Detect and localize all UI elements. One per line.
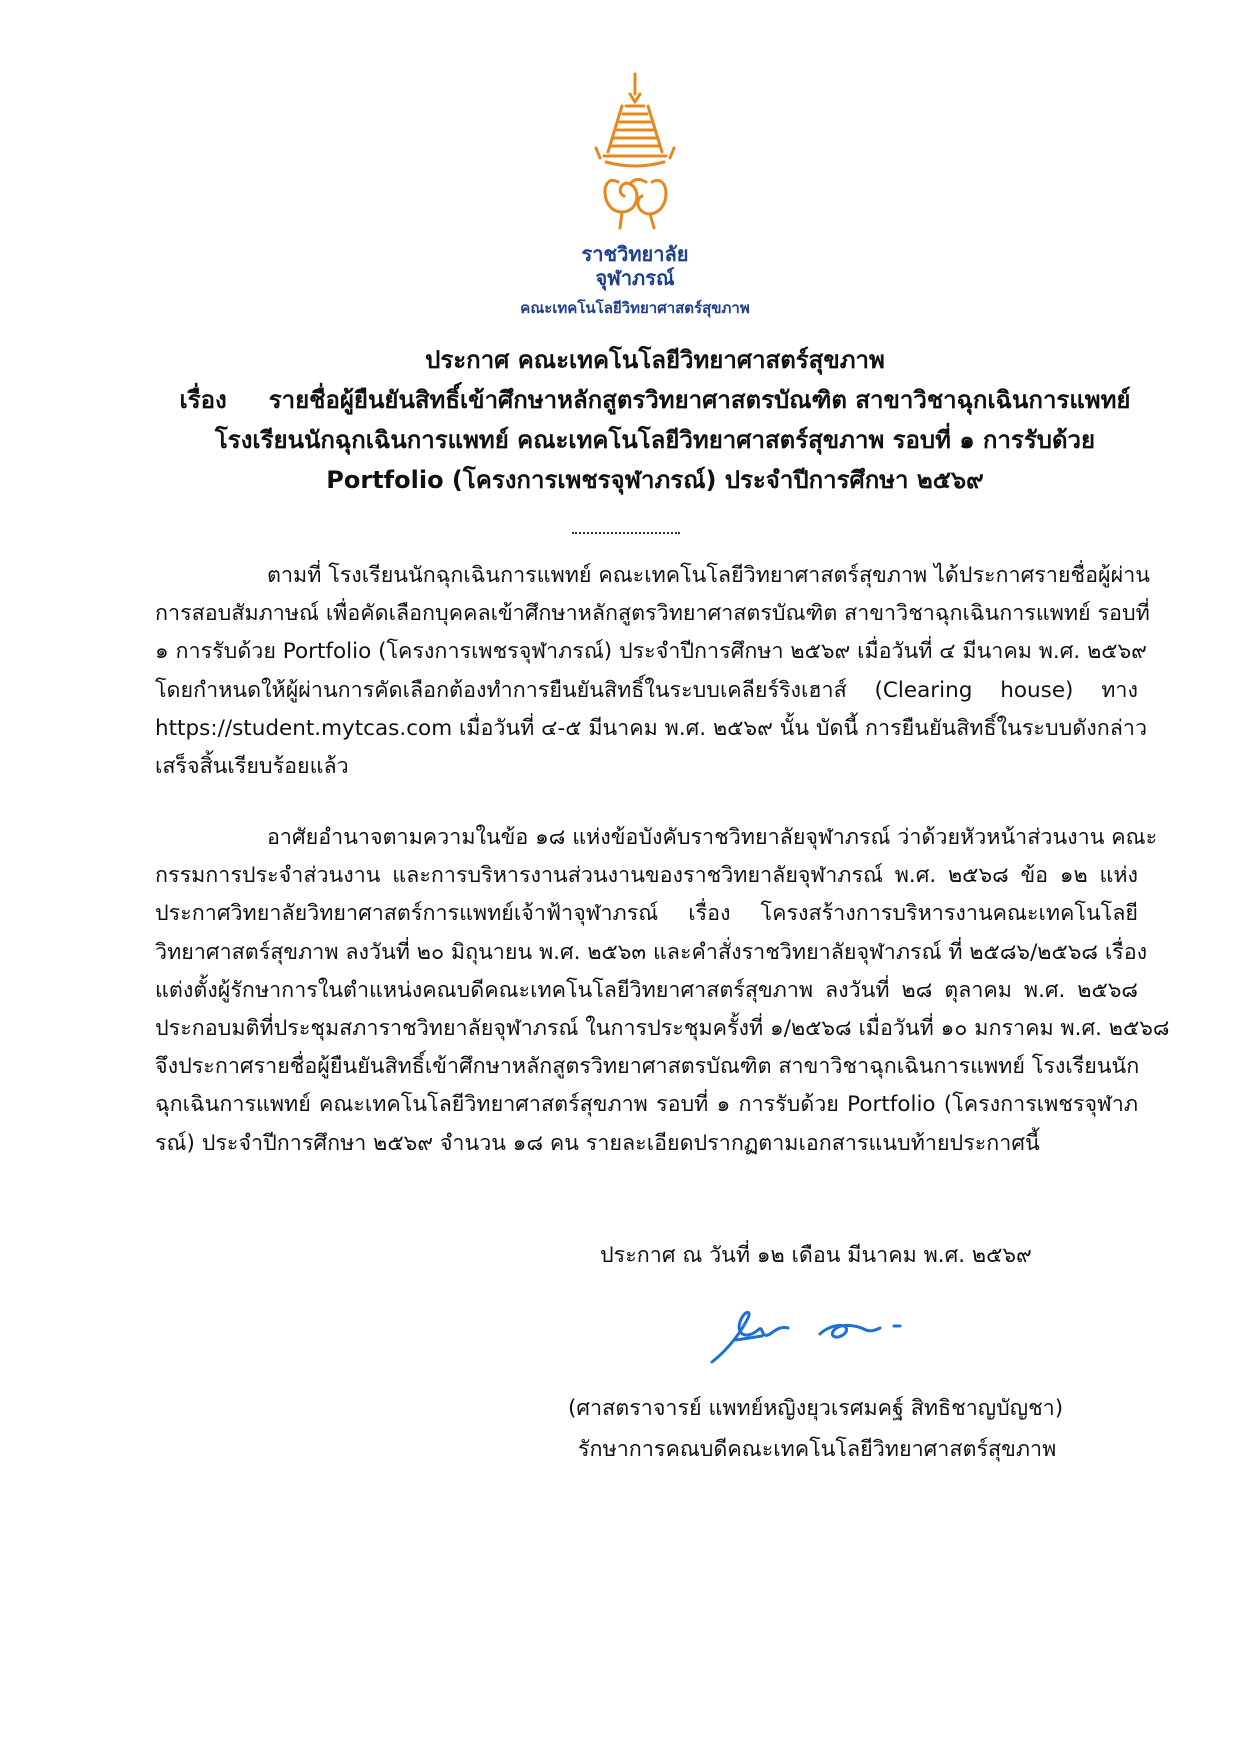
paragraph-2 (155, 819, 1170, 1163)
subject-text-line1: รายชื่อผู้ยืนยันสิทธิ์เข้าศึกษาหลักสูตรวิทยาศาสตรบัณฑิต สาขาวิชาฉุกเฉินการแพทย์ (268, 386, 1131, 414)
paragraph-line: ๑ การรับด้วย Portfolio (โครงการเพชรจุฬาภรณ์) ประจำปีการศึกษา ๒๕๖๙ เมื่อวันที่ ๔ มีนาคม พ.ศ. ๒๕๖๙ (155, 639, 1147, 665)
college-logo (520, 72, 750, 332)
paragraph-line: จึงประกาศรายชื่อผู้ยืนยันสิทธิ์เข้าศึกษาหลักสูตรวิทยาศาสตรบัณฑิต สาขาวิชาฉุกเฉินการแพทย์ โรงเรียนนัก (155, 1054, 1140, 1080)
paragraph-line: กรรมการประจำส่วนงาน และการบริหารงานส่วนงานของราชวิทยาลัยจุฬาภรณ์ พ.ศ. ๒๕๖๘ ข้อ ๑๒ แห่ง (155, 863, 1138, 889)
dotted-divider (572, 532, 680, 534)
paragraph-line: ประกาศวิทยาลัยวิทยาศาสตร์การแพทย์เจ้าฟ้าจุฬาภรณ์ เรื่อง โครงสร้างการบริหารงานคณะเทคโนโลยี (155, 901, 1138, 927)
paragraph-1 (155, 557, 1150, 786)
subject-text-line3: Portfolio (โครงการเพชรจุฬาภรณ์) ประจำปีการศึกษา ๒๕๖๙ (326, 466, 984, 494)
handwritten-signature-icon (700, 1300, 930, 1370)
logo-faculty-name: คณะเทคโนโลยีวิทยาศาสตร์สุขภาพ (520, 299, 750, 317)
paragraph-line: เสร็จสิ้นเรียบร้อยแล้ว (155, 754, 349, 780)
signer-name: (ศาสตราจารย์ แพทย์หญิงยุวเรศมคฐ์ สิทธิชาญบัญชา) (568, 1396, 1064, 1421)
crown-emblem-icon (560, 72, 710, 237)
paragraph-line: แต่งตั้งผู้รักษาการในตำแหน่งคณบดีคณะเทคโนโลยีวิทยาศาสตร์สุขภาพ ลงวันที่ ๒๘ ตุลาคม พ.ศ. ๒๕๖๘ (155, 977, 1138, 1003)
paragraph-line: โดยกำหนดให้ผู้ผ่านการคัดเลือกต้องทำการยืนยันสิทธิ์ในระบบเคลียร์ริงเฮาส์ (Clearing house) ทาง (155, 677, 1138, 703)
paragraph-line: การสอบสัมภาษณ์ เพื่อคัดเลือกบุคคลเข้าศึกษาหลักสูตรวิทยาศาสตรบัณฑิต สาขาวิชาฉุกเฉินการแพทย์ รอบที่ (155, 601, 1150, 627)
paragraph-line: อาศัยอำนาจตามความในข้อ ๑๘ แห่งข้อบังคับราชวิทยาลัยจุฬาภรณ์ ว่าด้วยหัวหน้าส่วนงาน คณะ (267, 825, 1158, 850)
logo-name-line1: ราชวิทยาลัย (581, 242, 689, 266)
announcement-header (155, 340, 1155, 500)
paragraph-line: ตามที่ โรงเรียนนักฉุกเฉินการแพทย์ คณะเทคโนโลยีวิทยาศาสตร์สุขภาพ ได้ประกาศรายชื่อผู้ผ่าน (267, 563, 1150, 588)
subject-label: เรื่อง (179, 386, 227, 414)
paragraph-line-with-link: https://student.mytcas.com เมื่อวันที่ ๔-๕ มีนาคม พ.ศ. ๒๕๖๙ นั้น บัดนี้ การยืนยันสิทธิ์ในระบบดังกล่าว (155, 715, 1148, 741)
paragraph-line: วิทยาศาสตร์สุขภาพ ลงวันที่ ๒๐ มิถุนายน พ.ศ. ๒๕๖๓ และคำสั่งราชวิทยาลัยจุฬาภรณ์ ที่ ๒๕๘๖/๒๕๖๘ เรื่อง (155, 939, 1148, 965)
paragraph-line: รณ์) ประจำปีการศึกษา ๒๕๖๙ จำนวน ๑๘ คน รายละเอียดปรากฏตามเอกสารแนบท้ายประกาศนี้ (155, 1130, 1040, 1156)
paragraph-line: ฉุกเฉินการแพทย์ คณะเทคโนโลยีวิทยาศาสตร์สุขภาพ รอบที่ ๑ การรับด้วย Portfolio (โครงการเพชรจุฬาภ (155, 1092, 1138, 1118)
signer-title: รักษาการคณบดีคณะเทคโนโลยีวิทยาศาสตร์สุขภาพ (578, 1437, 1057, 1462)
announcement-date: ประกาศ ณ วันที่ ๑๒ เดือน มีนาคม พ.ศ. ๒๕๖๙ (600, 1243, 1032, 1268)
subject-line (155, 380, 1155, 420)
subject-text-line2: โรงเรียนนักฉุกเฉินการแพทย์ คณะเทคโนโลยีวิทยาศาสตร์สุขภาพ รอบที่ ๑ การรับด้วย (214, 426, 1096, 454)
logo-name-line2: จุฬาภรณ์ (595, 266, 675, 290)
announcement-title: ประกาศ คณะเทคโนโลยีวิทยาศาสตร์สุขภาพ (425, 346, 885, 374)
paragraph-line: ประกอบมติที่ประชุมสภาราชวิทยาลัยจุฬาภรณ์ ในการประชุมครั้งที่ ๑/๒๕๖๘ เมื่อวันที่ ๑๐ มกราคม พ.ศ. ๒๕๖๘ (155, 1016, 1170, 1042)
